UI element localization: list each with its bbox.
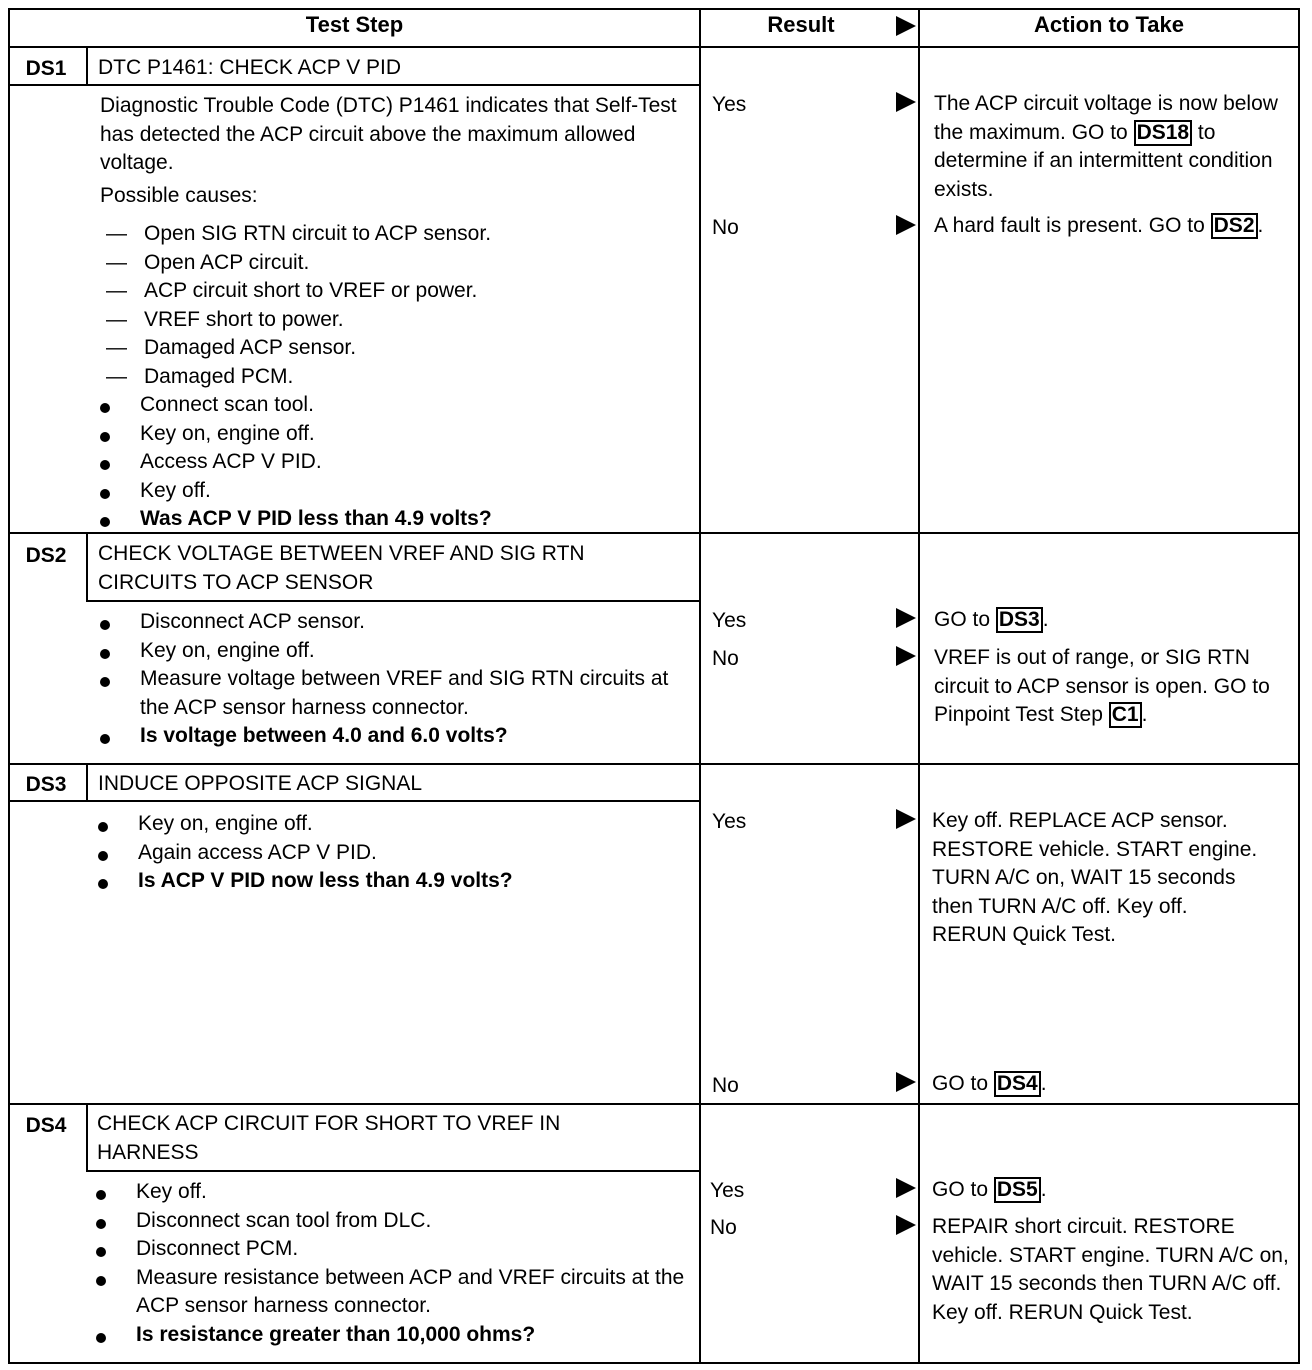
step-id: DS2 [25, 544, 67, 567]
column-divider-action [918, 8, 920, 1364]
result-yes: Yes [712, 609, 747, 632]
table-border-right [1298, 8, 1300, 1364]
step-reference-link[interactable]: DS2 [1211, 213, 1258, 239]
result-no: No [712, 647, 739, 670]
arrow-icon [896, 215, 916, 235]
step-reference-link[interactable]: DS3 [996, 607, 1043, 633]
row-divider-ds3-title [8, 800, 701, 802]
arrow-icon [896, 646, 916, 666]
header-action: Action to Take [1034, 12, 1184, 37]
action-text: REPAIR short circuit. RESTORE vehicle. START engine. TURN A/C on, WAIT 15 seconds then TURN A/C off. Key off. RERUN Quick Test. [932, 1215, 1289, 1324]
question-item: Was ACP V PID less than 4.9 volts? [100, 505, 492, 534]
result-no: No [710, 1216, 737, 1239]
row-divider-ds1-title [8, 84, 701, 86]
arrow-icon [896, 809, 916, 829]
step-id: DS3 [25, 773, 67, 796]
arrow-icon [896, 1178, 916, 1198]
step-intro: Diagnostic Trouble Code (DTC) P1461 indicates that Self-Test has detected the ACP circuit above the maximum allowed voltage. [100, 94, 677, 174]
header-result: Result [767, 12, 835, 37]
list-item: — VREF short to power. [106, 307, 344, 331]
row-divider-ds2-title [86, 600, 701, 602]
id-divider-ds4 [86, 1103, 88, 1172]
result-no: No [712, 1074, 739, 1097]
list-item: Key off. [100, 477, 492, 506]
row-divider-ds4-title [86, 1170, 701, 1172]
step-id: DS1 [25, 57, 67, 80]
list-item: Disconnect scan tool from DLC. [96, 1207, 696, 1236]
result-yes: Yes [712, 810, 747, 833]
question-item: Is resistance greater than 10,000 ohms? [96, 1321, 696, 1350]
table-border-left [8, 8, 10, 1364]
list-item: Measure voltage between VREF and SIG RTN circuits at the ACP sensor harness connector. [100, 665, 690, 722]
step-title: DTC P1461: CHECK ACP V PID [98, 56, 402, 79]
arrow-icon [896, 1215, 916, 1235]
column-divider-result [699, 8, 701, 1364]
procedure-list [98, 810, 513, 896]
step-id: DS4 [25, 1114, 67, 1137]
question-item: Is ACP V PID now less than 4.9 volts? [98, 867, 513, 896]
table-border-top [8, 8, 1300, 10]
result-no: No [712, 216, 739, 239]
procedure-list [96, 1178, 696, 1350]
action-text: GO to DS4 . [932, 1072, 1047, 1095]
header-arrow-icon [896, 16, 916, 36]
id-divider-ds3 [86, 763, 88, 802]
arrow-icon [896, 92, 916, 112]
id-divider-ds2 [86, 532, 88, 602]
arrow-icon [896, 1072, 916, 1092]
result-yes: Yes [712, 93, 747, 116]
header-divider [8, 46, 1300, 48]
list-item: Connect scan tool. [100, 391, 492, 420]
id-divider-ds1 [86, 46, 88, 86]
list-item: Again access ACP V PID. [98, 839, 513, 868]
step-title: INDUCE OPPOSITE ACP SIGNAL [98, 772, 423, 795]
list-item: Key on, engine off. [98, 810, 513, 839]
list-item: Key on, engine off. [100, 420, 492, 449]
causes-list [100, 220, 491, 392]
step-reference-link[interactable]: DS5 [994, 1177, 1041, 1203]
step-reference-link[interactable]: C1 [1109, 702, 1142, 728]
list-item: — ACP circuit short to VREF or power. [106, 279, 478, 303]
list-item: — Open ACP circuit. [106, 250, 310, 274]
possible-causes-label: Possible causes: [100, 184, 258, 207]
step-title: CHECK VOLTAGE BETWEEN VREF AND SIG RTN CIRCUITS TO ACP SENSOR [98, 542, 585, 594]
action-text: GO to DS5 . [932, 1178, 1047, 1201]
list-item: Disconnect PCM. [96, 1235, 696, 1264]
question-item: Is voltage between 4.0 and 6.0 volts? [100, 722, 690, 751]
table-border-bottom [8, 1362, 1300, 1364]
list-item: Key on, engine off. [100, 637, 690, 666]
list-item: Key off. [96, 1178, 696, 1207]
list-item: — Damaged ACP sensor. [106, 336, 357, 360]
arrow-icon [896, 608, 916, 628]
action-text: GO to DS3 . [934, 608, 1049, 631]
action-text: VREF is out of range, or SIG RTN circuit to ACP sensor is open. GO to Pinpoint Test Step C1 . [934, 646, 1270, 726]
list-item: Access ACP V PID. [100, 448, 492, 477]
action-text: A hard fault is present. GO to DS2 . [934, 214, 1264, 237]
procedure-list [100, 391, 492, 534]
result-yes: Yes [710, 1179, 745, 1202]
row-divider-ds3 [8, 763, 1300, 765]
list-item: — Open SIG RTN circuit to ACP sensor. [106, 222, 492, 245]
header-test-step: Test Step [305, 12, 404, 37]
step-title: CHECK ACP CIRCUIT FOR SHORT TO VREF IN HARNESS [97, 1112, 561, 1164]
step-reference-link[interactable]: DS4 [994, 1071, 1041, 1097]
row-divider-ds4 [8, 1103, 1300, 1105]
list-item: Disconnect ACP sensor. [100, 608, 690, 637]
list-item: Measure resistance between ACP and VREF circuits at the ACP sensor harness connector. [96, 1264, 696, 1321]
action-text: Key off. REPLACE ACP sensor. RESTORE vehicle. START engine. TURN A/C on, WAIT 15 seconds then TURN A/C off. Key off. RERUN Quick Test. [932, 809, 1258, 946]
list-item: — Damaged PCM. [106, 364, 294, 388]
step-reference-link[interactable]: DS18 [1134, 120, 1193, 146]
procedure-list [100, 608, 690, 751]
action-text: The ACP circuit voltage is now below the maximum. GO to DS18 to determine if an intermittent condition exists. [934, 92, 1278, 201]
